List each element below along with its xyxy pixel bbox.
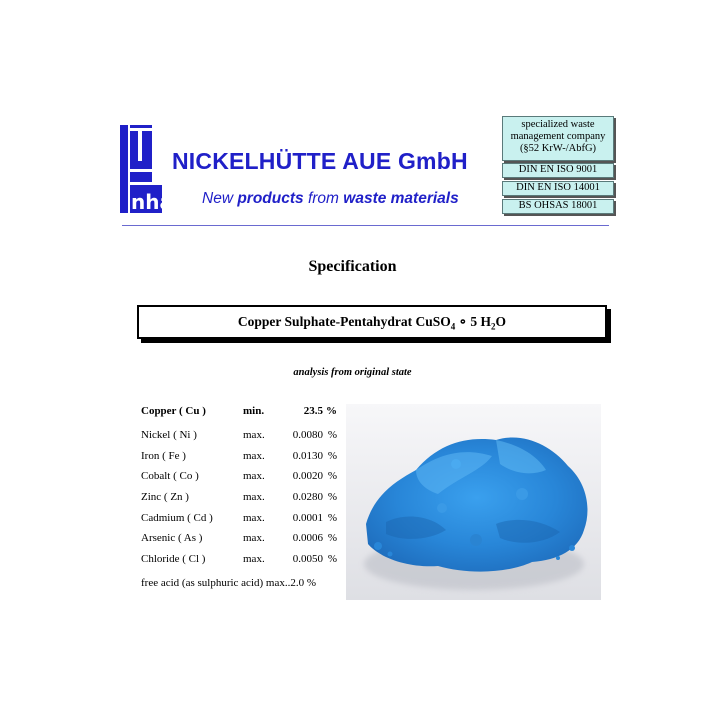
limit-value: 23.5: [303, 405, 323, 417]
element-name: Iron ( Fe ): [141, 449, 186, 462]
limit-type: max.: [243, 532, 265, 545]
element-name: Arsenic ( As ): [141, 532, 203, 545]
element-name: Copper ( Cu ): [141, 405, 206, 417]
limit-type: max.: [243, 491, 265, 504]
analysis-note: analysis from original state: [293, 367, 412, 378]
table-row: [141, 549, 337, 570]
header-divider: [122, 225, 609, 226]
element-name: Chloride ( Cl ): [141, 552, 206, 565]
unit: %: [327, 449, 337, 462]
limit-type: max.: [243, 449, 265, 462]
table-row: [141, 401, 337, 421]
unit: %: [327, 429, 337, 442]
limit-value: 0.0020: [292, 470, 323, 483]
company-name: NICKELHÜTTE AUE GmbH: [172, 148, 468, 174]
unit: %: [327, 532, 337, 545]
element-name: Cobalt ( Co ): [141, 470, 199, 483]
table-row: [141, 507, 337, 528]
page-title: Specification: [308, 258, 397, 275]
limit-value: 0.0080: [292, 429, 323, 442]
limit-type: max.: [243, 429, 265, 442]
table-row: [141, 466, 337, 487]
limit-value: 0.0130: [292, 449, 323, 462]
table-row: [141, 446, 337, 467]
limit-type: max.: [243, 552, 265, 565]
table-row: [141, 487, 337, 508]
limit-value: 0.0280: [292, 491, 323, 504]
limit-type: max.: [243, 511, 265, 524]
table-row: [141, 421, 337, 446]
element-name: Zinc ( Zn ): [141, 491, 189, 504]
unit: %: [327, 470, 337, 483]
company-tagline: New products from waste materials: [202, 190, 459, 207]
ohsas-18001-badge: BS OHSAS 18001: [502, 199, 614, 214]
iso-14001-badge: DIN EN ISO 14001: [502, 181, 614, 196]
limit-value: 0.0001: [292, 511, 323, 524]
analysis-table: [141, 401, 337, 569]
unit: %: [327, 552, 337, 565]
table-row: [141, 528, 337, 549]
product-name-box: Copper Sulphate-Pentahydrat CuSO$_4$ ∘ 5 $H_2O$: [137, 305, 607, 339]
svg-text:nha: nha: [131, 190, 173, 214]
unit: %: [327, 491, 337, 504]
element-name: Nickel ( Ni ): [141, 429, 197, 442]
limit-type: max.: [243, 470, 265, 483]
limit-type: min.: [243, 405, 265, 417]
waste-company-badge: specialized waste management company (§52 KrW-/AbfG): [502, 116, 614, 161]
copper-sulphate-photo: [346, 404, 601, 600]
element-name: Cadmium ( Cd ): [141, 511, 213, 524]
unit: %: [326, 405, 337, 417]
iso-9001-badge: DIN EN ISO 9001: [502, 163, 614, 178]
unit: %: [327, 511, 337, 524]
nickelhuette-logo: [120, 125, 173, 214]
free-acid-note: free acid (as sulphuric acid) max..2.0 %: [141, 577, 317, 589]
limit-value: 0.0006: [292, 532, 323, 545]
limit-value: 0.0050: [292, 552, 323, 565]
